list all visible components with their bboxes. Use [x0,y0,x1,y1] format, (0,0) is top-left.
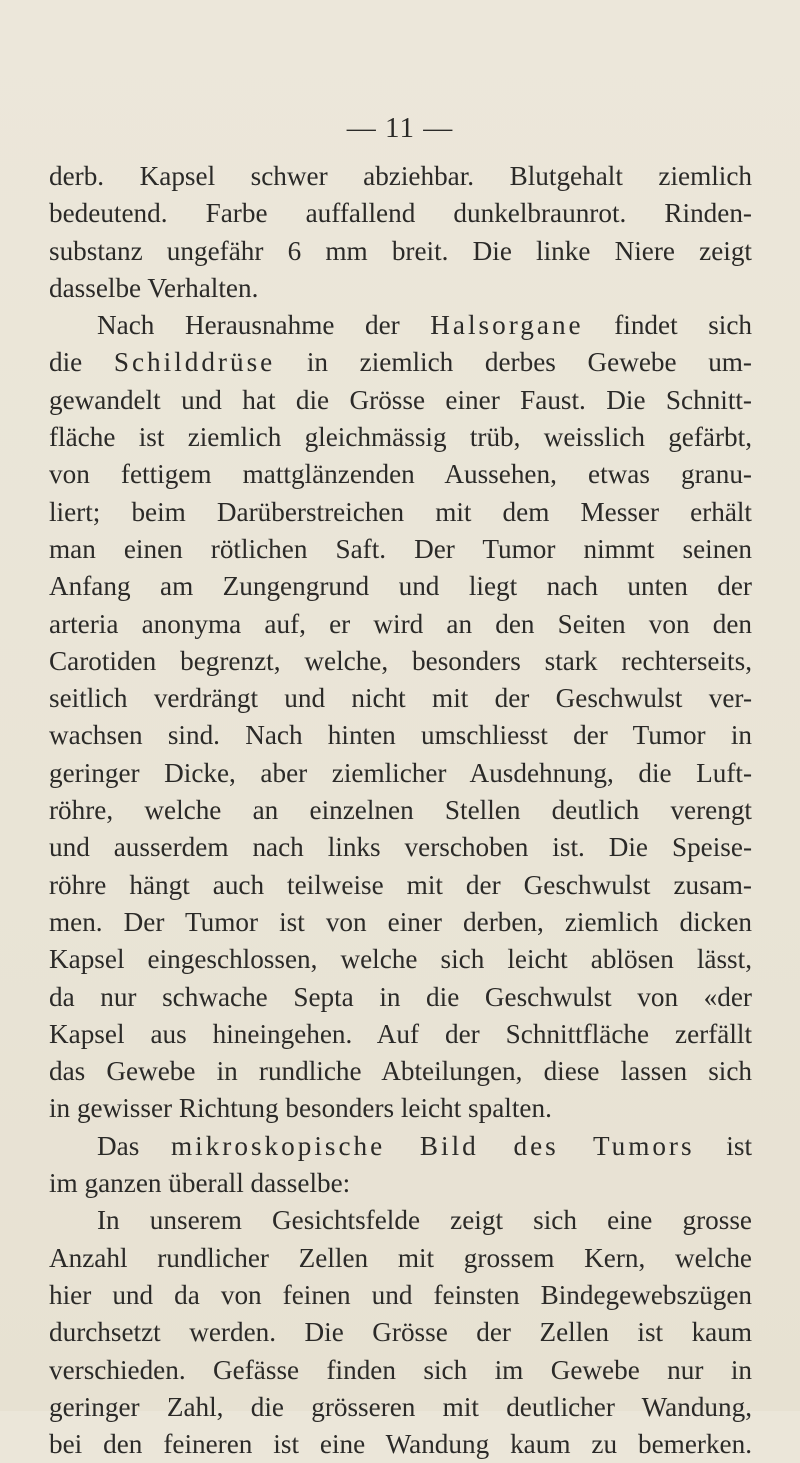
text-line: gewandelt und hat die Grösse einer Faust. Die Schnitt- [49,384,752,415]
text-line: men. Der Tumor ist von einer derben, ziemlich dicken [49,906,752,937]
text-line: Kapsel eingeschlossen, welche sich leicht ablösen lässt, [49,944,752,975]
text-line: Nach Herausnahme der Halsorgane findet sich [97,310,752,341]
paragraph [49,158,752,307]
emphasized-term: Halsorgane [430,310,584,341]
text-line: Anfang am Zungengrund und liegt nach unten der [49,571,752,602]
text-line: da nur schwache Septa in die Geschwulst von «der [49,981,752,1012]
page-number: — 11 — [346,112,454,144]
emphasized-term: Schilddrüse [113,347,276,378]
text-line: röhre hängt auch teilweise mit der Geschwulst zusam- [49,869,752,900]
text-line: Anzahl rundlicher Zellen mit grossem Kern, welche [49,1242,752,1273]
text-line: von fettigem mattglänzenden Aussehen, etwas granu- [49,459,752,490]
text-line: geringer Dicke, aber ziemlicher Ausdehnung, die Luft- [49,757,752,788]
body-text [49,158,752,1463]
text-line: wachsen sind. Nach hinten umschliesst der Tumor in [49,720,752,751]
text-line: arteria anonyma auf, er wird an den Seiten von den [49,608,752,639]
text-line: das Gewebe in rundliche Abteilungen, diese lassen sich [49,1056,752,1087]
text-line: in gewisser Richtung besonders leicht spalten. [49,1093,552,1124]
paragraph [49,307,752,1128]
text-line: Carotiden begrenzt, welche, besonders stark rechterseits, [49,645,752,676]
text-line: man einen rötlichen Saft. Der Tumor nimmt seinen [49,533,752,564]
text-line: geringer Zahl, die grösseren mit deutlicher Wandung, [49,1391,752,1422]
paragraph [49,1128,752,1203]
text-line: derb. Kapsel schwer abziehbar. Blutgehalt ziemlich [49,161,752,191]
text-line: fläche ist ziemlich gleichmässig trüb, weisslich gefärbt, [49,422,752,453]
text-line: dasselbe Verhalten. [49,272,259,303]
text-line: Das mikroskopische Bild des Tumors ist [97,1130,752,1161]
text-line: die Schilddrüse in ziemlich derbes Gewebe um- [49,347,752,378]
text-line: verschieden. Gefässe finden sich im Gewebe nur in [49,1354,752,1385]
text-line: substanz ungefähr 6 mm breit. Die linke Niere zeigt [49,235,752,266]
text-line: seitlich verdrängt und nicht mit der Geschwulst ver- [49,683,752,714]
text-line: bedeutend. Farbe auffallend dunkelbraunrot. Rinden- [49,198,752,229]
text-line: im ganzen überall dasselbe: [49,1168,351,1199]
text-line: durchsetzt werden. Die Grösse der Zellen ist kaum [49,1317,752,1348]
text-line: hier und da von feinen und feinsten Bindegewebszügen [49,1279,752,1310]
text-line: liert; beim Darüberstreichen mit dem Messer erhält [49,496,752,527]
text-line: röhre, welche an einzelnen Stellen deutlich verengt [49,795,752,826]
paragraph [49,1202,752,1463]
emphasized-term: mikroskopische Bild des Tumors [171,1130,695,1161]
text-line: bei den feineren ist eine Wandung kaum zu bemerken. [49,1429,752,1460]
text-line: In unserem Gesichtsfelde zeigt sich eine grosse [97,1205,752,1236]
text-line: Kapsel aus hineingehen. Auf der Schnittfläche zerfällt [49,1018,752,1049]
text-line: und ausserdem nach links verschoben ist. Die Speise- [49,832,752,863]
